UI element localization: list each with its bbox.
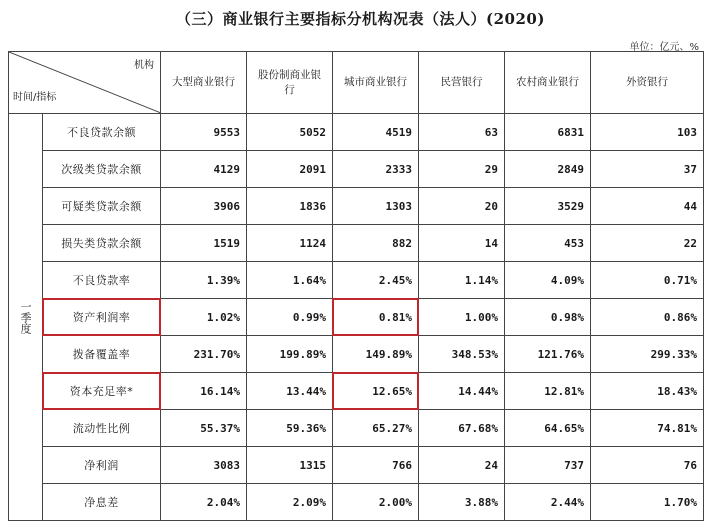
value-cell: 5052 bbox=[247, 114, 333, 151]
highlight-box bbox=[332, 298, 419, 336]
value-cell: 59.36% bbox=[247, 410, 333, 447]
highlight-box bbox=[42, 372, 161, 410]
value-cell: 1124 bbox=[247, 225, 333, 262]
value-cell: 44 bbox=[591, 188, 704, 225]
value-cell: 22 bbox=[591, 225, 704, 262]
value-cell: 12.81% bbox=[505, 373, 591, 410]
value-cell: 16.14% bbox=[161, 373, 247, 410]
column-header: 城市商业银行 bbox=[333, 52, 419, 114]
value-cell: 2.45% bbox=[333, 262, 419, 299]
quarter-label: 一季度 bbox=[9, 114, 43, 521]
value-cell: 0.71% bbox=[591, 262, 704, 299]
indicator-table bbox=[8, 51, 704, 521]
indicator-name: 不良贷款余额 bbox=[43, 114, 161, 151]
table-row bbox=[9, 262, 704, 299]
value-cell: 1.00% bbox=[419, 299, 505, 336]
value-cell: 0.81% bbox=[333, 299, 419, 336]
value-cell: 1.39% bbox=[161, 262, 247, 299]
value-cell: 64.65% bbox=[505, 410, 591, 447]
table-row bbox=[9, 336, 704, 373]
table-row bbox=[9, 373, 704, 410]
value-cell: 14.44% bbox=[419, 373, 505, 410]
corner-time-label: 时间/指标 bbox=[13, 92, 57, 103]
column-header: 股份制商业银行 bbox=[247, 52, 333, 114]
value-cell: 149.89% bbox=[333, 336, 419, 373]
table-row bbox=[9, 447, 704, 484]
indicator-name: 净息差 bbox=[43, 484, 161, 521]
value-cell: 2.00% bbox=[333, 484, 419, 521]
value-cell: 3529 bbox=[505, 188, 591, 225]
highlight-box bbox=[332, 372, 419, 410]
value-cell: 1315 bbox=[247, 447, 333, 484]
value-cell: 231.70% bbox=[161, 336, 247, 373]
indicator-name: 可疑类贷款余额 bbox=[43, 188, 161, 225]
value-cell: 20 bbox=[419, 188, 505, 225]
value-cell: 6831 bbox=[505, 114, 591, 151]
value-cell: 4.09% bbox=[505, 262, 591, 299]
value-cell: 13.44% bbox=[247, 373, 333, 410]
table-row bbox=[9, 225, 704, 262]
value-cell: 3083 bbox=[161, 447, 247, 484]
indicator-name: 资产利润率 bbox=[43, 299, 161, 336]
column-header: 大型商业银行 bbox=[161, 52, 247, 114]
value-cell: 1519 bbox=[161, 225, 247, 262]
indicator-name: 资本充足率* bbox=[43, 373, 161, 410]
value-cell: 0.98% bbox=[505, 299, 591, 336]
value-cell: 74.81% bbox=[591, 410, 704, 447]
value-cell: 4129 bbox=[161, 151, 247, 188]
value-cell: 37 bbox=[591, 151, 704, 188]
value-cell: 199.89% bbox=[247, 336, 333, 373]
value-cell: 3.88% bbox=[419, 484, 505, 521]
value-cell: 882 bbox=[333, 225, 419, 262]
value-cell: 3906 bbox=[161, 188, 247, 225]
value-cell: 766 bbox=[333, 447, 419, 484]
value-cell: 1303 bbox=[333, 188, 419, 225]
corner-org-label: 机构 bbox=[134, 60, 154, 71]
value-cell: 737 bbox=[505, 447, 591, 484]
value-cell: 1836 bbox=[247, 188, 333, 225]
table-title: （三）商业银行主要指标分机构况表（法人）(2020) bbox=[176, 10, 545, 28]
indicator-name: 次级类贷款余额 bbox=[43, 151, 161, 188]
column-header: 农村商业银行 bbox=[505, 52, 591, 114]
value-cell: 1.70% bbox=[591, 484, 704, 521]
table-row bbox=[9, 114, 704, 151]
value-cell: 4519 bbox=[333, 114, 419, 151]
value-cell: 103 bbox=[591, 114, 704, 151]
indicator-name: 净利润 bbox=[43, 447, 161, 484]
value-cell: 2333 bbox=[333, 151, 419, 188]
value-cell: 24 bbox=[419, 447, 505, 484]
value-cell: 299.33% bbox=[591, 336, 704, 373]
indicator-name: 损失类贷款余额 bbox=[43, 225, 161, 262]
table-row bbox=[9, 410, 704, 447]
column-header: 民营银行 bbox=[419, 52, 505, 114]
value-cell: 2.04% bbox=[161, 484, 247, 521]
table-row bbox=[9, 484, 704, 521]
header-row bbox=[9, 52, 704, 114]
value-cell: 76 bbox=[591, 447, 704, 484]
table-row bbox=[9, 299, 704, 336]
column-header: 外资银行 bbox=[591, 52, 704, 114]
value-cell: 2.09% bbox=[247, 484, 333, 521]
value-cell: 1.64% bbox=[247, 262, 333, 299]
value-cell: 55.37% bbox=[161, 410, 247, 447]
value-cell: 65.27% bbox=[333, 410, 419, 447]
highlight-box bbox=[42, 298, 161, 336]
value-cell: 121.76% bbox=[505, 336, 591, 373]
corner-cell bbox=[9, 52, 161, 114]
table-row bbox=[9, 151, 704, 188]
value-cell: 63 bbox=[419, 114, 505, 151]
table-row bbox=[9, 188, 704, 225]
value-cell: 1.14% bbox=[419, 262, 505, 299]
value-cell: 348.53% bbox=[419, 336, 505, 373]
value-cell: 14 bbox=[419, 225, 505, 262]
indicator-name: 拨备覆盖率 bbox=[43, 336, 161, 373]
value-cell: 2091 bbox=[247, 151, 333, 188]
value-cell: 29 bbox=[419, 151, 505, 188]
value-cell: 453 bbox=[505, 225, 591, 262]
value-cell: 12.65% bbox=[333, 373, 419, 410]
unit-note: 单位：亿元、% bbox=[629, 42, 699, 53]
value-cell: 18.43% bbox=[591, 373, 704, 410]
indicator-name: 不良贷款率 bbox=[43, 262, 161, 299]
indicator-name: 流动性比例 bbox=[43, 410, 161, 447]
value-cell: 9553 bbox=[161, 114, 247, 151]
value-cell: 67.68% bbox=[419, 410, 505, 447]
value-cell: 2849 bbox=[505, 151, 591, 188]
value-cell: 2.44% bbox=[505, 484, 591, 521]
value-cell: 0.99% bbox=[247, 299, 333, 336]
value-cell: 0.86% bbox=[591, 299, 704, 336]
value-cell: 1.02% bbox=[161, 299, 247, 336]
